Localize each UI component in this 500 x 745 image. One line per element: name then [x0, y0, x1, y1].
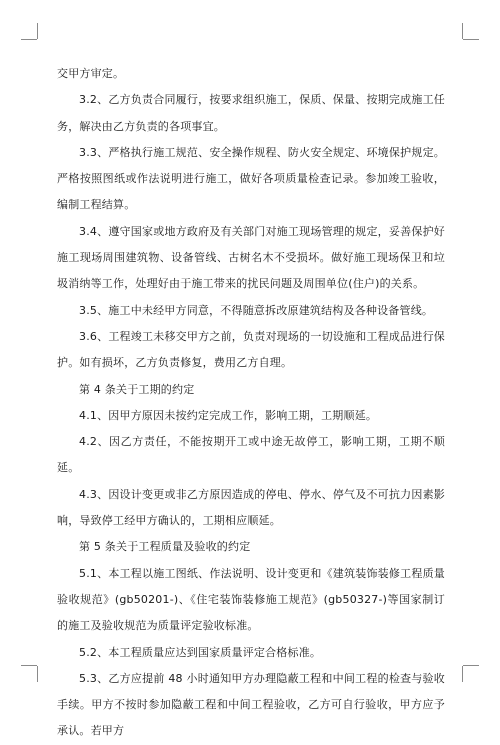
- paragraph: 第 4 条关于工期的约定: [79, 382, 195, 396]
- paragraph: 3.4、遵守国家或地方政府及有关部门对施工现场管理的规定，妥善保护好施工现场周围建筑物、设备管线、古树名木不受损坏。做好施工现场保卫和垃圾消纳等工作，处理好由于施工带来的扰民问题及周围单位(住户)的关系。: [57, 224, 445, 291]
- paragraph: 4.2、因乙方责任，不能按期开工或中途无故停工，影响工期，工期不顺延。: [57, 435, 445, 475]
- document-body: [57, 61, 445, 745]
- crop-mark-bottom-right-v: [462, 666, 463, 682]
- crop-mark-top-right-v: [462, 23, 463, 39]
- crop-mark-top-right-h: [463, 39, 479, 40]
- crop-mark-bottom-right-h: [463, 665, 479, 666]
- paragraph: 5.1、本工程以施工图纸、作法说明、设计变更和《建筑装饰装修工程质量验收规范》(gb50201-)、《住宅装饰装修施工规范》(gb50327-)等国家制订的施工及验收规范为质量评定验收标准。: [57, 566, 445, 633]
- paragraph: 3.5、施工中未经甲方同意，不得随意拆改原建筑结构及各种设备管线。: [79, 303, 434, 317]
- crop-mark-bottom-left-h: [21, 665, 37, 666]
- paragraph: 交甲方审定。: [57, 67, 125, 80]
- crop-mark-bottom-left-v: [37, 666, 38, 682]
- paragraph: 3.3、严格执行施工规范、安全操作规程、防火安全规定、环境保护规定。严格按照图纸或作法说明进行施工，做好各项质量检查记录。参加竣工验收，编制工程结算。: [57, 145, 445, 212]
- paragraph: 4.3、因设计变更或非乙方原因造成的停电、停水、停气及不可抗力因素影响，导致停工经甲方确认的，工期相应顺延。: [57, 487, 445, 528]
- crop-mark-top-left-h: [21, 39, 37, 40]
- crop-mark-top-left-v: [37, 23, 38, 39]
- paragraph: 4.1、因甲方原因未按约定完成工作，影响工期，工期顺延。: [79, 408, 378, 422]
- paragraph: 第 5 条关于工程质量及验收的约定: [79, 540, 251, 554]
- paragraph: 3.6、工程竣工未移交甲方之前，负责对现场的一切设施和工程成品进行保护。如有损坏，乙方负责修复，费用乙方自理。: [57, 329, 445, 370]
- paragraph: 5.3、乙方应提前 48 小时通知甲方办理隐蔽工程和中间工程的检查与验收手续。甲方不按时参加隐蔽工程和中间工程验收，乙方可自行验收，甲方应予承认。若甲方: [57, 671, 445, 738]
- paragraph: 3.2、乙方负责合同履行，按要求组织施工，保质、保量、按期完成施工任务，解决由乙方负责的各项事宜。: [57, 93, 445, 133]
- paragraph: 5.2、本工程质量应达到国家质量评定合格标准。: [79, 645, 322, 659]
